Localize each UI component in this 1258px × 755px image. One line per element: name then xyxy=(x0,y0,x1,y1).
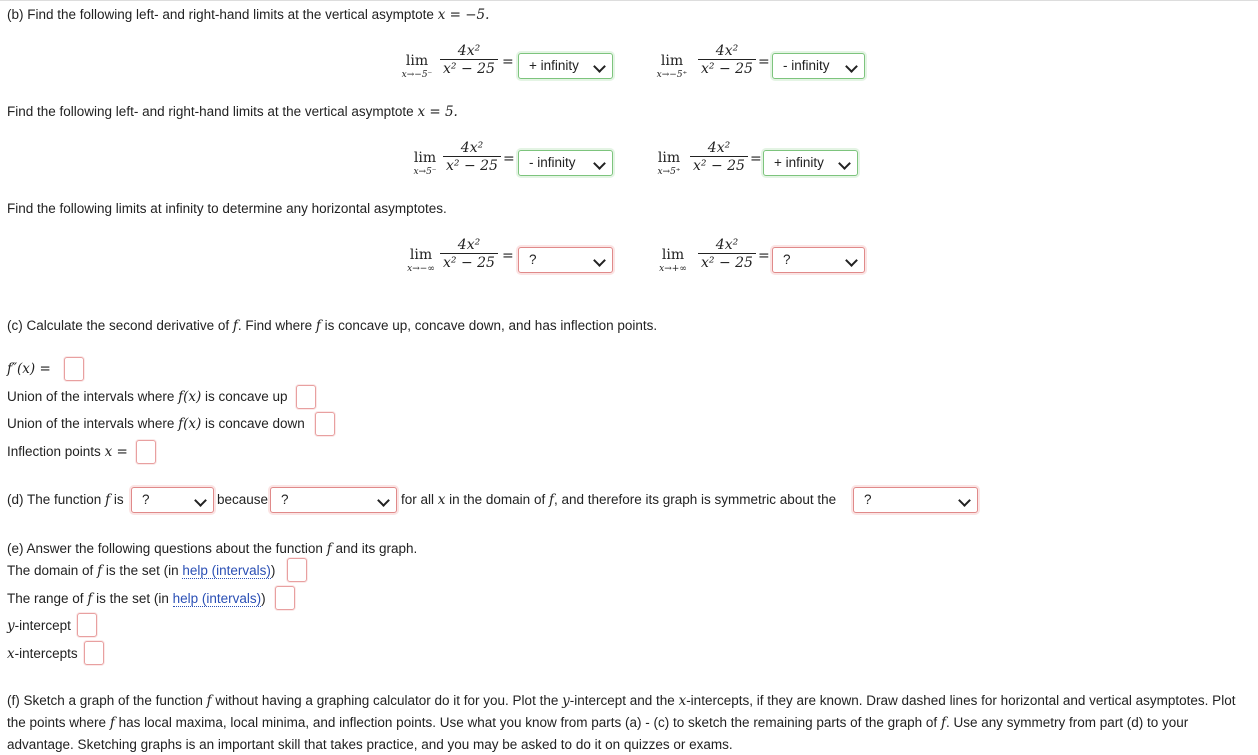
range-input[interactable] xyxy=(275,586,295,610)
domain-input[interactable] xyxy=(287,558,307,582)
limit-left-5-select[interactable]: - infinity xyxy=(518,150,613,176)
chevron-down-icon xyxy=(845,60,858,73)
part-c-prompt: (c) Calculate the second derivative of f. Find where f is concave up, concave down, and has inflection points. xyxy=(7,318,658,334)
because-label: because xyxy=(217,492,269,507)
limit-pos-infinity-select[interactable]: ? xyxy=(772,247,865,273)
part-d-label: (d) The function f is xyxy=(7,492,124,508)
part-b-prompt-3: Find the following limits at infinity to determine any horizontal asymptotes. xyxy=(7,201,447,216)
concave-up-label: Union of the intervals where f(x) is concave up xyxy=(7,389,288,405)
part-e-prompt: (e) Answer the following questions about the function f and its graph. xyxy=(7,541,418,557)
part-d-text: for all x in the domain of f, and therefore its graph is symmetric about the xyxy=(401,492,837,508)
second-derivative-input[interactable] xyxy=(64,357,84,381)
inflection-label: Inflection points x = xyxy=(7,444,128,460)
symmetry-reason-select[interactable]: ? xyxy=(270,487,397,513)
concave-down-label: Union of the intervals where f(x) is concave down xyxy=(7,416,305,432)
symmetry-type-select[interactable]: ? xyxy=(131,487,214,513)
second-derivative-label: f″(x) = xyxy=(7,361,51,377)
range-label: The range of f is the set (in help (intervals)) xyxy=(7,591,266,607)
y-intercept-input[interactable] xyxy=(77,613,97,637)
chevron-down-icon xyxy=(838,157,851,170)
chevron-down-icon xyxy=(845,254,858,267)
chevron-down-icon xyxy=(593,254,606,267)
limit-right-minus5-select[interactable]: - infinity xyxy=(772,53,865,79)
x-intercepts-input[interactable] xyxy=(84,641,104,665)
limit-left-minus5-select[interactable]: + infinity xyxy=(518,53,613,79)
chevron-down-icon xyxy=(194,494,207,507)
part-f-instructions: (f) Sketch a graph of the function f without having a graphing calculator do it for you. Plot the y-intercept and the x-intercepts, if they are known. Draw dashed lines for horizontal and vertical asymptotes. Plot the points where f has local maxima, local minima, and inflection points. Use what you know from parts (a) - (c) to sketch the remaining parts of the graph of f. Use any symmetry from part (d) to your advantage. Sketching graphs is an important skill that takes practice, and you may be asked to do it on quizzes or exams. xyxy=(7,693,1236,752)
limit-right-5-select[interactable]: + infinity xyxy=(763,150,858,176)
top-divider xyxy=(0,0,1258,1)
y-intercept-label: y-intercept xyxy=(7,618,71,634)
domain-help-link[interactable]: help (intervals) xyxy=(182,563,271,578)
inflection-input[interactable] xyxy=(136,440,156,464)
chevron-down-icon xyxy=(593,60,606,73)
concave-down-input[interactable] xyxy=(315,412,335,436)
chevron-down-icon xyxy=(958,494,971,507)
range-help-link[interactable]: help (intervals) xyxy=(172,591,262,606)
part-b-prompt-2: Find the following left- and right-hand limits at the vertical asymptote x = 5. xyxy=(7,104,458,120)
x-intercepts-label: x-intercepts xyxy=(7,646,78,662)
limit-neg-infinity-select[interactable]: ? xyxy=(518,247,613,273)
chevron-down-icon xyxy=(593,157,606,170)
symmetry-axis-select[interactable]: ? xyxy=(853,487,978,513)
part-b-prompt-1: (b) Find the following left- and right-hand limits at the vertical asymptote x = −5. xyxy=(7,7,490,23)
chevron-down-icon xyxy=(377,494,390,507)
concave-up-input[interactable] xyxy=(296,385,316,409)
domain-label: The domain of f is the set (in help (intervals)) xyxy=(7,563,276,579)
